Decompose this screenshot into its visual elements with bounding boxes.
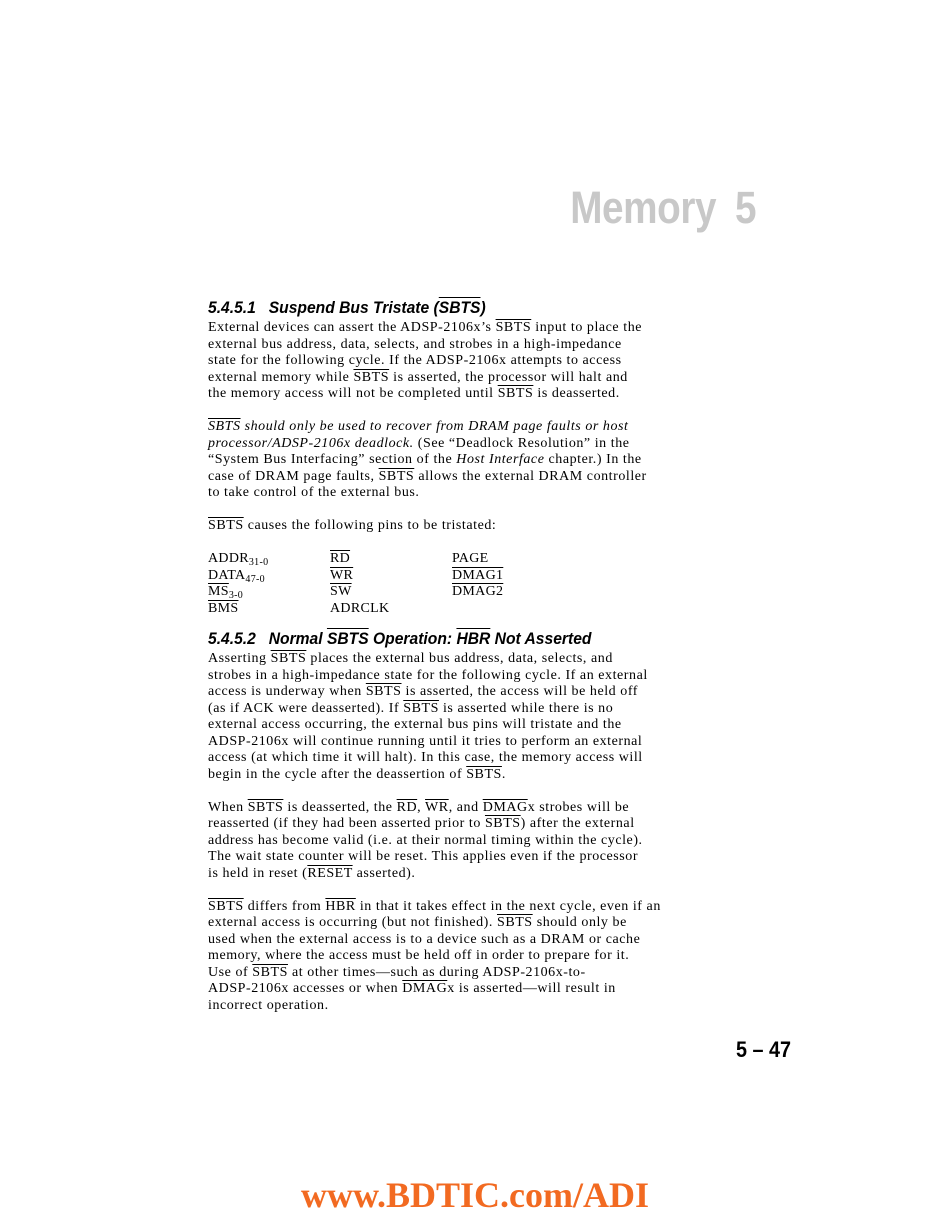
signal-name: SBTS <box>208 518 244 533</box>
signal-name: SBTS <box>403 700 439 716</box>
section-title-text: Operation: <box>368 629 457 648</box>
text: differs from <box>243 898 326 914</box>
text-line <box>208 981 698 998</box>
pin-label: ADDR <box>208 551 249 566</box>
footer-url[interactable]: www.BDTIC.com/ADI <box>300 1175 649 1215</box>
text-line <box>208 386 698 403</box>
chapter-header <box>570 182 756 234</box>
section-heading-5451 <box>208 298 659 318</box>
section-number: 5.4.5.1 <box>208 298 256 317</box>
pin-label: $\overline{SW}$ <box>330 584 352 599</box>
text: is asserted, the processor will halt and <box>389 369 628 385</box>
signal-name: $\overline{WR}$ <box>425 799 449 815</box>
text: the memory access will not be completed until <box>208 386 498 401</box>
text: external memory while <box>208 369 354 385</box>
pin-dmag1 <box>452 568 572 585</box>
text-line: access (at which time it will halt). In this case, the memory access will <box>208 750 643 765</box>
pin-sw <box>330 584 452 601</box>
text: is deasserted. <box>533 386 620 401</box>
signal-name: SBTS <box>495 320 532 335</box>
pin-subscript: 31-0 <box>248 557 269 568</box>
text: ADSP-2106x accesses or when <box>208 981 403 996</box>
text: begin in the cycle after the deassertion of <box>208 766 467 782</box>
pin-label: $\overline{WR}$ <box>330 567 354 583</box>
signal-name: SBTS <box>270 651 307 666</box>
emphasis-text: processor/ADSP-2106x deadlock. <box>208 435 414 451</box>
paragraph <box>208 800 698 883</box>
section-title-text: Not Asserted <box>490 629 592 648</box>
pin-label: $\overline{RD}$ <box>330 551 351 566</box>
text: (See “Deadlock Resolution” in the <box>413 435 630 451</box>
pin-rd <box>330 551 452 568</box>
text: at other times—such as during ADSP-2106x-to- <box>287 964 586 980</box>
pin-subscript: 47-0 <box>245 573 265 585</box>
paragraph <box>208 320 698 403</box>
signal-name: SBTS <box>438 298 481 317</box>
text: access is underway when <box>208 684 366 699</box>
pin-dmag2 <box>452 584 572 601</box>
page-content <box>208 298 698 1031</box>
signal-name: SBTS <box>208 419 241 434</box>
text: allows the external DRAM controller <box>414 468 647 484</box>
text-line <box>208 915 698 932</box>
text-line <box>208 701 698 718</box>
pin-wr <box>330 568 452 585</box>
text: causes the following pins to be tristated: <box>243 518 497 533</box>
text-line <box>208 684 698 701</box>
signal-name: SBTS <box>252 964 288 980</box>
signal-name: $\overline{HBR}$ <box>325 898 356 914</box>
text: x strobes will be <box>527 799 630 815</box>
text-line <box>208 320 698 337</box>
text: Asserting <box>208 651 271 666</box>
text: ) after the external <box>520 816 635 831</box>
pin-ms <box>208 584 330 601</box>
text-line <box>208 816 698 833</box>
text-line <box>208 452 698 469</box>
text: is held in reset ( <box>208 865 308 881</box>
text: External devices can assert the ADSP-2106x’s <box>208 320 496 335</box>
pin-addr <box>208 551 330 568</box>
text: (as if ACK were deasserted). If <box>208 700 404 716</box>
text-line: used when the external access is to a device such as a DRAM or cache <box>208 931 641 947</box>
text-line: state for the following cycle. If the ADSP-2106x attempts to access <box>208 353 622 368</box>
text-line <box>208 436 698 453</box>
signal-name: SBTS <box>208 898 244 914</box>
text: , <box>417 799 426 815</box>
signal-name: $\overline{HBR}$ <box>456 629 491 648</box>
signal-name: SBTS <box>496 915 533 930</box>
signal-name: SBTS <box>353 369 390 385</box>
text-line <box>208 800 698 817</box>
text: is deasserted, the <box>283 799 397 815</box>
text-line <box>208 419 698 436</box>
pin-label: DMAG1 <box>452 567 504 583</box>
text-line <box>208 469 698 486</box>
text: Use of <box>208 964 253 980</box>
pin-list <box>208 551 698 617</box>
pin-label: DATA <box>208 567 246 583</box>
text-line: The wait state counter will be reset. This applies even if the processor <box>208 849 639 864</box>
text: case of DRAM page faults, <box>208 468 379 484</box>
text: When <box>208 799 248 815</box>
paragraph <box>208 651 698 783</box>
text: is asserted while there is no <box>438 700 614 716</box>
paragraph <box>208 899 698 1015</box>
text: external access is occurring (but not finished). <box>208 915 497 930</box>
text-line: strobes in a high-impedance state for the following cycle. If an external <box>208 667 648 683</box>
signal-name: SBTS <box>247 799 284 815</box>
text: x is asserted—will result in <box>447 981 616 996</box>
pin-empty <box>452 601 572 618</box>
section-number: 5.4.5.2 <box>208 629 256 648</box>
signal-name: RESET <box>307 865 353 881</box>
text: places the external bus address, data, selects, and <box>306 651 613 666</box>
signal-name: $\overline{RD}$ <box>396 799 418 815</box>
text-line: ADSP-2106x will continue running until it tries to perform an external <box>208 733 643 749</box>
signal-name: SBTS <box>484 816 521 831</box>
text-line: external access occurring, the external bus pins will tristate and the <box>208 717 622 732</box>
text-line: to take control of the external bus. <box>208 485 420 500</box>
text-line <box>208 370 698 387</box>
chapter-title: Memory <box>570 182 716 233</box>
text: reasserted (if they had been asserted prior to <box>208 816 485 831</box>
pin-bms <box>208 601 330 618</box>
text: should only be used to recover from DRAM page faults or host <box>240 419 629 434</box>
section-heading-5452 <box>208 629 659 649</box>
signal-name: SBTS <box>497 386 534 401</box>
signal-name: SBTS <box>326 629 369 648</box>
signal-name: SBTS <box>365 684 402 699</box>
signal-name: SBTS <box>378 468 415 484</box>
pin-data <box>208 568 330 585</box>
text: . <box>501 766 506 782</box>
text-line <box>208 866 698 883</box>
text: chapter.) In the <box>544 452 642 467</box>
text: input to place the <box>531 320 643 335</box>
text: asserted). <box>352 865 416 881</box>
text-line <box>208 651 698 668</box>
text-line: external bus address, data, selects, and strobes in a high-impedance <box>208 336 622 352</box>
chapter-number: 5 <box>734 182 756 233</box>
pin-label: DMAG2 <box>452 584 504 599</box>
signal-name: SBTS <box>466 766 502 782</box>
text-line: memory, where the access must be held off in order to prepare for it. <box>208 948 630 963</box>
page-number: 5 – 47 <box>736 1037 792 1062</box>
text: is asserted, the access will be held off <box>401 684 639 699</box>
section-title-text: ) <box>480 298 486 317</box>
text-line <box>208 899 698 916</box>
paragraph <box>208 419 698 502</box>
text: should only be <box>532 915 627 930</box>
signal-name: DMAG <box>402 981 448 996</box>
text: “System Bus Interfacing” section of the <box>208 452 457 467</box>
signal-name: DMAG <box>482 799 528 815</box>
text-line: address has become valid (i.e. at their normal timing within the cycle). <box>208 832 643 848</box>
text-line <box>208 767 698 784</box>
paragraph <box>208 518 698 535</box>
pin-page: PAGE <box>452 551 489 566</box>
text: in that it takes effect in the next cycle, even if an <box>355 898 661 914</box>
text-line <box>208 965 698 982</box>
emphasis-text: Host Interface <box>456 452 545 467</box>
section-title-text: Suspend Bus Tristate ( <box>268 298 439 317</box>
text-line: incorrect operation. <box>208 997 329 1013</box>
pin-adrclk: ADRCLK <box>330 600 390 616</box>
text: , and <box>448 799 483 815</box>
pin-subscript: 3-0 <box>228 590 244 601</box>
pin-label: $\overline{BMS}$ <box>208 600 239 616</box>
pin-label: $\overline{MS}$ <box>208 584 229 599</box>
text-line <box>208 518 698 535</box>
section-title-text: Normal <box>268 629 327 648</box>
